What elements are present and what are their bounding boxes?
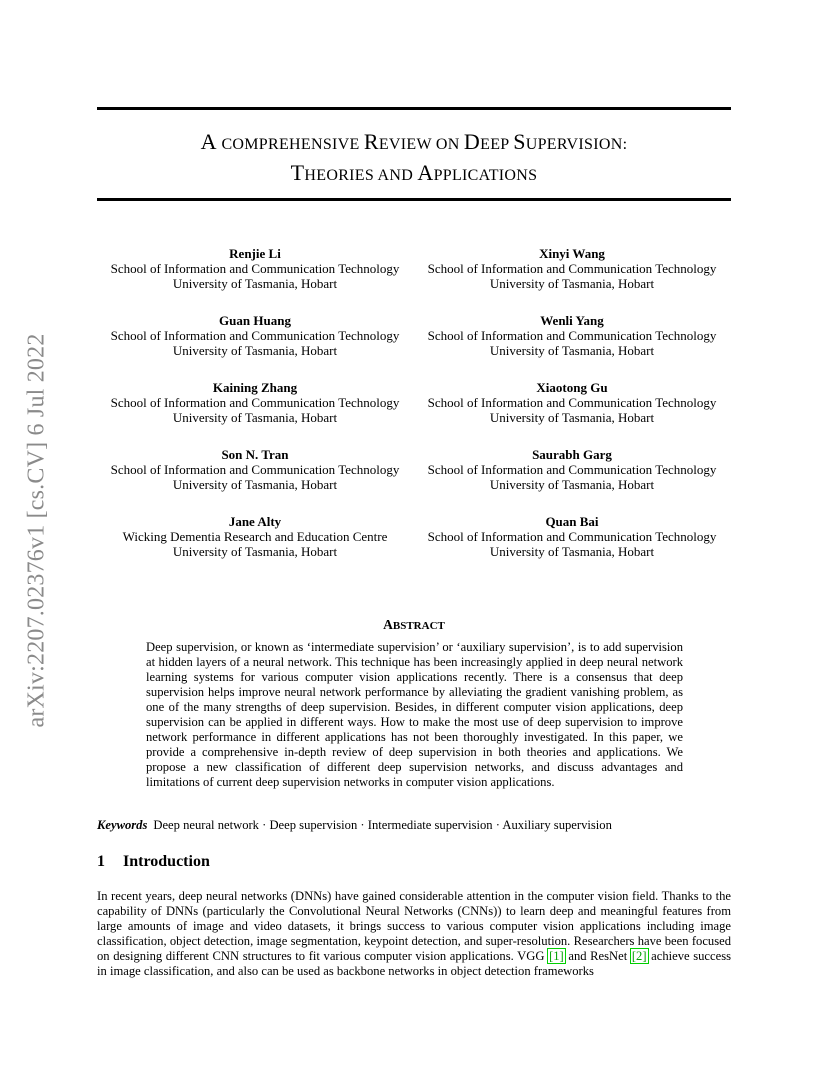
author-name: Wenli Yang [540, 313, 604, 328]
author-affiliation: School of Information and Communication Technology [427, 328, 717, 343]
title-rule-bottom [97, 198, 731, 201]
title-segment: HEORIES AND [304, 167, 418, 184]
author-university: University of Tasmania, Hobart [489, 477, 655, 492]
title-line-1 [97, 128, 731, 159]
author-affiliation: School of Information and Communication Technology [110, 328, 400, 343]
intro-text-3: achieve success in image classification, and also can be used as backbone networks in object detection frameworks [97, 949, 731, 978]
section-heading [97, 853, 210, 871]
arxiv-identifier: arXiv:2207.02376v1 [cs.CV] 6 Jul 2022 [23, 332, 50, 728]
author-affiliation: School of Information and Communication Technology [427, 462, 717, 477]
author-affiliation: School of Information and Communication Technology [427, 261, 717, 276]
title-segment: A [200, 129, 222, 154]
author-affiliation: School of Information and Communication Technology [110, 462, 400, 477]
author-university: University of Tasmania, Hobart [172, 544, 338, 559]
author-block [97, 313, 413, 358]
author-university: University of Tasmania, Hobart [172, 343, 338, 358]
author-university: University of Tasmania, Hobart [172, 276, 338, 291]
author-university: University of Tasmania, Hobart [489, 276, 655, 291]
author-affiliation: School of Information and Communication Technology [110, 395, 400, 410]
citation-link-1[interactable]: [1] [549, 949, 564, 963]
author-block [413, 447, 731, 492]
author-affiliation: Wicking Dementia Research and Education Centre [122, 529, 388, 544]
author-block [97, 447, 413, 492]
abstract-heading-initial: A [383, 617, 393, 632]
keywords-text: Deep neural network · Deep supervision · Intermediate supervision · Auxiliary supervision [153, 818, 612, 832]
citation-link-2[interactable]: [2] [631, 949, 647, 963]
author-name: Jane Alty [228, 514, 282, 529]
section-number: 1 [97, 853, 105, 870]
author-block [413, 380, 731, 425]
title-line-2 [97, 159, 731, 190]
section-title: Introduction [123, 853, 210, 870]
author-university: University of Tasmania, Hobart [172, 410, 338, 425]
title-segment: T [290, 160, 305, 185]
author-name: Xinyi Wang [539, 246, 605, 261]
intro-paragraph [97, 889, 731, 979]
intro-text-1: In recent years, deep neural networks (DNNs) have gained considerable attention in the computer vision field. Thanks to the capability of DNNs (particularly the Convolutional Neural Networks (CNNs)) to learn deep and meaningful features from large amounts of image and video datasets, it brings success to various computer vision applications including image classification, object detection, image segmentation, keypoint detection, and super-resolution. Researchers have been focused on designing different CNN structures to fit various computer vision applications. VGG [97, 889, 731, 963]
author-name: Xiaotong Gu [536, 380, 608, 395]
abstract-text: Deep supervision, or known as ‘intermediate supervision’ or ‘auxiliary supervision’, is to add supervision at hidden layers of a neural network. This technique has been increasingly applied in deep neural network learning systems for various computer vision applications recently. There is a consensus that deep supervision helps improve neural network performance by alleviating the gradient vanishing problem, as one of the many strengths of deep supervision. Besides, in different computer vision applications, deep supervision can be applied in different ways. How to make the most use of deep supervision to improve network performance in different applications has not been thoroughly investigated. In this paper, we provide a comprehensive in-depth review of deep supervision in both theories and applications. We propose a new classification of different deep supervision networks, and discuss advantages and limitations of current deep supervision networks in computer vision applications. [146, 640, 683, 789]
title-segment: EVIEW ON [378, 136, 464, 153]
author-block [97, 380, 413, 425]
author-block [413, 514, 731, 559]
title-segment: R [363, 129, 379, 154]
title-segment: D [463, 129, 481, 154]
author-university: University of Tasmania, Hobart [489, 544, 655, 559]
paper-title [97, 128, 731, 190]
title-segment: S [513, 129, 526, 154]
abstract-heading [97, 617, 731, 633]
author-block [97, 246, 413, 291]
author-name: Quan Bai [545, 514, 599, 529]
title-segment: A [417, 160, 434, 185]
intro-text-2: and ResNet [564, 949, 631, 963]
author-university: University of Tasmania, Hobart [489, 343, 655, 358]
title-segment: UPERVISION: [525, 136, 628, 153]
keywords [97, 818, 731, 833]
arxiv-stamp [20, 300, 54, 760]
author-list [97, 246, 731, 559]
author-name: Guan Huang [219, 313, 291, 328]
author-block [413, 313, 731, 358]
keywords-label: Keywords [97, 818, 148, 832]
author-affiliation: School of Information and Communication Technology [427, 395, 717, 410]
author-affiliation: School of Information and Communication Technology [110, 261, 400, 276]
author-name: Renjie Li [229, 246, 281, 261]
abstract-heading-rest: BSTRACT [392, 620, 445, 632]
author-university: University of Tasmania, Hobart [489, 410, 655, 425]
author-name: Saurabh Garg [532, 447, 612, 462]
author-block [413, 246, 731, 291]
author-university: University of Tasmania, Hobart [172, 477, 338, 492]
title-segment: PPLICATIONS [433, 167, 538, 184]
author-affiliation: School of Information and Communication Technology [427, 529, 717, 544]
author-name: Son N. Tran [221, 447, 289, 462]
author-name: Kaining Zhang [212, 380, 298, 395]
title-segment: EEP [480, 136, 514, 153]
title-rule-top [97, 107, 731, 110]
author-block [97, 514, 413, 559]
title-segment: COMPREHENSIVE [221, 136, 364, 153]
